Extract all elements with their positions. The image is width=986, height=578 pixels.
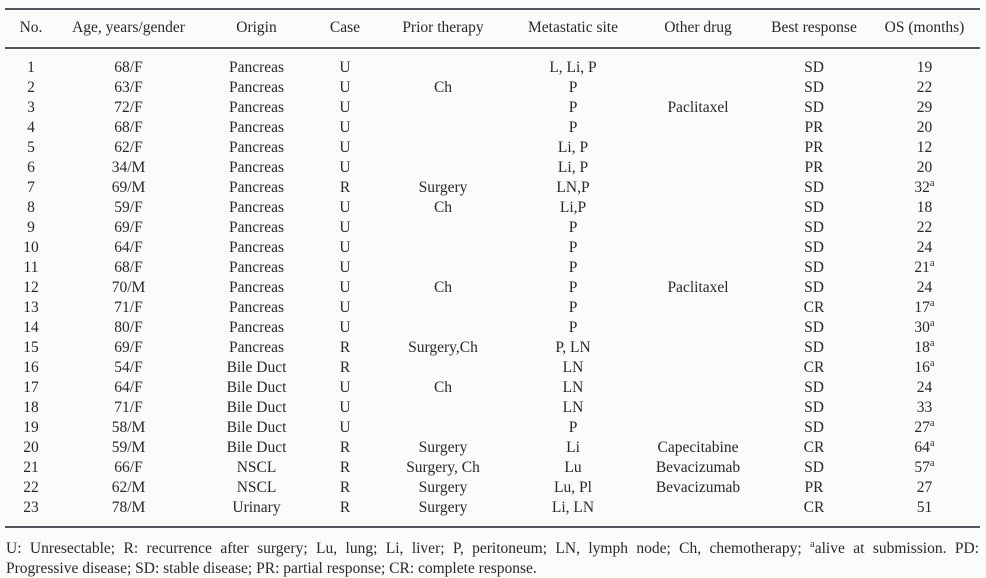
cell-case: R (339, 459, 351, 476)
cell-prior-therapy (377, 358, 509, 378)
cell-os (869, 98, 980, 118)
cell-prior-therapy: Surgery,Ch (408, 339, 478, 356)
cell-best-response: SD (804, 319, 824, 336)
os-superscript: a (929, 317, 935, 329)
cell-prior-therapy (377, 218, 509, 238)
cell-age-gender: 80/F (114, 319, 143, 336)
cell-metastatic-site: P (568, 239, 578, 256)
cell-prior-therapy: Ch (433, 379, 453, 396)
cell-metastatic-site: P (568, 79, 578, 96)
cell-age-gender: 70/M (111, 279, 146, 296)
table-row (5, 358, 980, 378)
cell-prior-therapy (377, 258, 509, 278)
cell-age-gender: 66/F (114, 459, 143, 476)
cell-prior-therapy (377, 298, 509, 318)
footnote-text-before-sup: U: Unresectable; R: recurrence after surgery; Lu, lung; Li, liver; P, peritoneum; LN, lymph node; Ch, chemotherapy; (6, 540, 811, 557)
table-row (5, 478, 980, 498)
cell-os (869, 378, 980, 398)
cell-case: U (339, 379, 351, 396)
cell-prior-therapy: Ch (433, 79, 453, 96)
cell-metastatic-site: Li,P (559, 199, 587, 216)
cell-best-response: SD (804, 259, 824, 276)
cell-no: 15 (23, 339, 39, 356)
cell-metastatic-site: Li, LN (551, 499, 595, 516)
cell-os (869, 418, 980, 438)
os-value: 57 (914, 459, 930, 476)
os-value: 22 (916, 79, 933, 96)
cell-age-gender: 69/F (114, 339, 143, 356)
cell-age-gender: 62/F (114, 139, 143, 156)
table-row (5, 258, 980, 278)
cell-other-drug (637, 48, 759, 78)
cell-case: U (339, 199, 351, 216)
cell-no: 8 (27, 199, 35, 216)
cell-prior-therapy: Surgery (418, 439, 468, 456)
os-value: 20 (916, 159, 933, 176)
cell-origin: Pancreas (228, 279, 285, 296)
cell-case: U (339, 79, 351, 96)
os-value: 22 (916, 219, 933, 236)
cell-case: U (339, 59, 351, 76)
cell-best-response: PR (804, 159, 824, 176)
patient-table-body (5, 48, 980, 527)
cell-origin: Urinary (232, 499, 281, 516)
cell-prior-therapy: Ch (433, 279, 453, 296)
cell-age-gender: 78/M (111, 499, 146, 516)
cell-prior-therapy (377, 138, 509, 158)
cell-other-drug: Bevacizumab (655, 479, 741, 496)
cell-os (869, 498, 980, 527)
cell-age-gender: 68/F (114, 119, 143, 136)
cell-other-drug (637, 498, 759, 527)
os-value: 17 (914, 299, 930, 316)
table-row (5, 378, 980, 398)
cell-origin: Pancreas (228, 319, 285, 336)
cell-metastatic-site: P (568, 279, 578, 296)
col-header-other-drug: Other drug (637, 9, 759, 48)
cell-best-response: PR (804, 139, 824, 156)
table-row (5, 498, 980, 527)
cell-no: 4 (27, 119, 35, 136)
cell-case: U (339, 319, 351, 336)
cell-prior-therapy: Surgery (418, 179, 468, 196)
os-value: 33 (916, 399, 933, 416)
cell-age-gender: 59/F (114, 199, 143, 216)
cell-no: 7 (27, 179, 35, 196)
cell-metastatic-site: L, Li, P (549, 59, 597, 76)
cell-origin: Pancreas (228, 199, 285, 216)
table-row (5, 198, 980, 218)
cell-os (869, 318, 980, 338)
cell-best-response: SD (804, 179, 824, 196)
cell-metastatic-site: Lu (564, 459, 582, 476)
cell-case: U (339, 419, 351, 436)
cell-no: 1 (27, 59, 35, 76)
table-row (5, 418, 980, 438)
cell-origin: Pancreas (228, 219, 285, 236)
cell-best-response: SD (804, 79, 824, 96)
cell-no: 3 (27, 99, 35, 116)
cell-origin: Pancreas (228, 259, 285, 276)
cell-metastatic-site: LN (562, 399, 584, 416)
os-value: 30 (914, 319, 930, 336)
os-value: 64 (914, 439, 930, 456)
cell-os (869, 438, 980, 458)
cell-metastatic-site: Li (566, 439, 580, 456)
cell-case: U (339, 159, 351, 176)
cell-metastatic-site: LN (562, 359, 584, 376)
cell-no: 2 (27, 79, 35, 96)
col-header-case: Case (313, 9, 377, 48)
col-header-age-gender: Age, years/gender (57, 9, 200, 48)
cell-case: R (339, 479, 351, 496)
footnote-text-after-sup: alive at submission. PD: (814, 540, 979, 557)
cell-case: U (339, 279, 351, 296)
os-superscript: a (929, 417, 935, 429)
os-superscript: a (929, 177, 935, 189)
os-value: 18 (916, 199, 933, 216)
col-header-os-months: OS (months) (869, 9, 980, 48)
table-row (5, 338, 980, 358)
table-row (5, 458, 980, 478)
cell-age-gender: 72/F (114, 99, 143, 116)
cell-age-gender: 59/M (111, 439, 146, 456)
cell-origin: Pancreas (228, 99, 285, 116)
cell-origin: Pancreas (228, 339, 285, 356)
cell-metastatic-site: P (568, 259, 578, 276)
cell-case: U (339, 99, 351, 116)
cell-os (869, 278, 980, 298)
cell-origin: Bile Duct (226, 359, 287, 376)
cell-best-response: PR (804, 479, 824, 496)
cell-no: 12 (23, 279, 39, 296)
cell-best-response: SD (804, 279, 824, 296)
cell-other-drug (637, 158, 759, 178)
col-header-no: No. (5, 9, 57, 48)
col-header-metastatic-site: Metastatic site (509, 9, 637, 48)
cell-other-drug (637, 398, 759, 418)
cell-origin: Pancreas (228, 179, 285, 196)
cell-metastatic-site: P (568, 119, 578, 136)
cell-no: 20 (23, 439, 39, 456)
cell-origin: NSCL (236, 479, 277, 496)
cell-best-response: SD (804, 399, 824, 416)
cell-metastatic-site: P (568, 219, 578, 236)
cell-no: 6 (27, 159, 35, 176)
cell-metastatic-site: Li, P (557, 139, 589, 156)
table-row (5, 318, 980, 338)
cell-age-gender: 64/F (114, 239, 143, 256)
table-footnote (6, 539, 979, 578)
os-value: 19 (916, 59, 933, 76)
table-row (5, 98, 980, 118)
cell-best-response: SD (804, 379, 824, 396)
cell-os (869, 258, 980, 278)
cell-prior-therapy (377, 398, 509, 418)
os-value: 16 (914, 359, 930, 376)
cell-other-drug (637, 118, 759, 138)
cell-prior-therapy (377, 238, 509, 258)
cell-no: 11 (23, 259, 39, 276)
cell-origin: Bile Duct (226, 399, 287, 416)
os-superscript: a (929, 297, 935, 309)
cell-age-gender: 69/M (111, 179, 146, 196)
os-value: 27 (914, 419, 930, 436)
os-value: 27 (916, 479, 933, 496)
cell-age-gender: 68/F (114, 59, 143, 76)
cell-no: 14 (23, 319, 39, 336)
cell-no: 9 (27, 219, 35, 236)
cell-prior-therapy: Surgery (418, 499, 468, 516)
cell-origin: Pancreas (228, 79, 285, 96)
cell-age-gender: 68/F (114, 259, 143, 276)
cell-best-response: SD (804, 59, 824, 76)
cell-age-gender: 63/F (114, 79, 143, 96)
table-row (5, 298, 980, 318)
col-header-origin: Origin (200, 9, 313, 48)
cell-prior-therapy (377, 118, 509, 138)
cell-case: U (339, 299, 351, 316)
cell-metastatic-site: Li, P (557, 159, 589, 176)
cell-case: R (339, 439, 351, 456)
cell-no: 16 (23, 359, 39, 376)
cell-no: 22 (23, 479, 39, 496)
cell-metastatic-site: P (568, 99, 578, 116)
cell-age-gender: 34/M (111, 159, 146, 176)
cell-os (869, 48, 980, 78)
cell-best-response: SD (804, 199, 824, 216)
os-value: 21 (914, 259, 930, 276)
cell-other-drug (637, 338, 759, 358)
cell-age-gender: 71/F (114, 299, 143, 316)
cell-no: 5 (27, 139, 35, 156)
table-row (5, 78, 980, 98)
cell-origin: Pancreas (228, 119, 285, 136)
cell-no: 23 (23, 499, 39, 516)
cell-case: U (339, 219, 351, 236)
cell-os (869, 338, 980, 358)
cell-metastatic-site: Lu, Pl (554, 479, 592, 496)
cell-other-drug (637, 218, 759, 238)
table-row (5, 278, 980, 298)
cell-origin: NSCL (236, 459, 277, 476)
os-superscript: a (929, 337, 935, 349)
cell-best-response: PR (804, 119, 824, 136)
cell-prior-therapy: Surgery, Ch (406, 459, 480, 476)
cell-os (869, 178, 980, 198)
cell-metastatic-site: P (568, 319, 578, 336)
table-row (5, 178, 980, 198)
os-value: 32 (914, 179, 930, 196)
cell-prior-therapy: Ch (433, 199, 453, 216)
cell-other-drug (637, 298, 759, 318)
cell-other-drug: Bevacizumab (655, 459, 741, 476)
table-row (5, 438, 980, 458)
cell-case: R (339, 179, 351, 196)
table-row (5, 238, 980, 258)
cell-origin: Bile Duct (226, 379, 287, 396)
footnote-superscript-a: a (810, 538, 815, 550)
cell-case: U (339, 119, 351, 136)
cell-metastatic-site: P, LN (555, 339, 591, 356)
cell-other-drug (637, 358, 759, 378)
cell-origin: Bile Duct (226, 419, 287, 436)
cell-no: 10 (23, 239, 39, 256)
cell-other-drug (637, 198, 759, 218)
os-value: 51 (916, 499, 933, 516)
cell-case: U (339, 139, 351, 156)
cell-os (869, 138, 980, 158)
cell-no: 13 (23, 299, 39, 316)
cell-case: R (339, 339, 351, 356)
table-row (5, 118, 980, 138)
os-value: 12 (916, 139, 933, 156)
cell-case: R (339, 359, 351, 376)
cell-no: 18 (23, 399, 39, 416)
patient-table (5, 8, 980, 528)
table-row (5, 218, 980, 238)
col-header-prior-therapy: Prior therapy (377, 9, 509, 48)
cell-no: 17 (23, 379, 39, 396)
cell-metastatic-site: P (568, 299, 578, 316)
cell-best-response: SD (804, 419, 824, 436)
cell-other-drug (637, 238, 759, 258)
cell-best-response: CR (803, 359, 825, 376)
os-value: 18 (914, 339, 930, 356)
cell-other-drug (637, 378, 759, 398)
os-value: 20 (916, 119, 933, 136)
table-row (5, 158, 980, 178)
cell-other-drug (637, 138, 759, 158)
cell-metastatic-site: LN,P (556, 179, 590, 196)
cell-best-response: SD (804, 459, 824, 476)
cell-origin: Pancreas (228, 299, 285, 316)
cell-os (869, 398, 980, 418)
footnote-line-1 (6, 539, 979, 559)
cell-best-response: CR (803, 499, 825, 516)
cell-os (869, 118, 980, 138)
cell-case: U (339, 399, 351, 416)
cell-os (869, 358, 980, 378)
cell-os (869, 298, 980, 318)
os-value: 24 (916, 279, 933, 296)
os-value: 24 (916, 379, 933, 396)
cell-metastatic-site: P (568, 419, 578, 436)
cell-os (869, 198, 980, 218)
table-row (5, 48, 980, 78)
footnote-line-2: Progressive disease; SD: stable disease; PR: partial response; CR: complete response. (6, 560, 537, 577)
cell-os (869, 78, 980, 98)
cell-age-gender: 62/M (111, 479, 146, 496)
cell-prior-therapy (377, 48, 509, 78)
cell-age-gender: 71/F (114, 399, 143, 416)
cell-other-drug: Paclitaxel (667, 99, 729, 116)
cell-case: U (339, 239, 351, 256)
cell-age-gender: 54/F (114, 359, 143, 376)
cell-metastatic-site: LN (562, 379, 584, 396)
cell-other-drug (637, 418, 759, 438)
os-superscript: a (929, 357, 935, 369)
cell-origin: Pancreas (228, 59, 285, 76)
cell-other-drug (637, 318, 759, 338)
cell-prior-therapy (377, 318, 509, 338)
cell-age-gender: 69/F (114, 219, 143, 236)
table-header-row (5, 9, 980, 48)
cell-os (869, 158, 980, 178)
cell-other-drug: Capecitabine (657, 439, 739, 456)
cell-age-gender: 64/F (114, 379, 143, 396)
cell-prior-therapy: Surgery (418, 479, 468, 496)
os-superscript: a (929, 437, 935, 449)
cell-origin: Pancreas (228, 159, 285, 176)
table-row (5, 138, 980, 158)
cell-origin: Pancreas (228, 239, 285, 256)
os-value: 29 (916, 99, 933, 116)
cell-prior-therapy (377, 158, 509, 178)
cell-case: U (339, 259, 351, 276)
cell-best-response: SD (804, 339, 824, 356)
cell-os (869, 458, 980, 478)
os-superscript: a (929, 457, 935, 469)
cell-no: 19 (23, 419, 39, 436)
cell-os (869, 478, 980, 498)
cell-origin: Bile Duct (226, 439, 287, 456)
cell-case: R (339, 499, 351, 516)
os-value: 24 (916, 239, 933, 256)
cell-other-drug (637, 78, 759, 98)
os-superscript: a (929, 257, 935, 269)
cell-os (869, 218, 980, 238)
cell-best-response: SD (804, 219, 824, 236)
cell-other-drug (637, 178, 759, 198)
table-row (5, 398, 980, 418)
cell-other-drug: Paclitaxel (667, 279, 729, 296)
cell-other-drug (637, 258, 759, 278)
cell-origin: Pancreas (228, 139, 285, 156)
cell-best-response: CR (803, 439, 825, 456)
cell-prior-therapy (377, 418, 509, 438)
col-header-best-response: Best response (759, 9, 869, 48)
cell-age-gender: 58/M (111, 419, 146, 436)
cell-prior-therapy (377, 98, 509, 118)
cell-best-response: SD (804, 239, 824, 256)
cell-best-response: SD (804, 99, 824, 116)
cell-no: 21 (23, 459, 39, 476)
table-header (5, 9, 980, 48)
cell-best-response: CR (803, 299, 825, 316)
cell-os (869, 238, 980, 258)
